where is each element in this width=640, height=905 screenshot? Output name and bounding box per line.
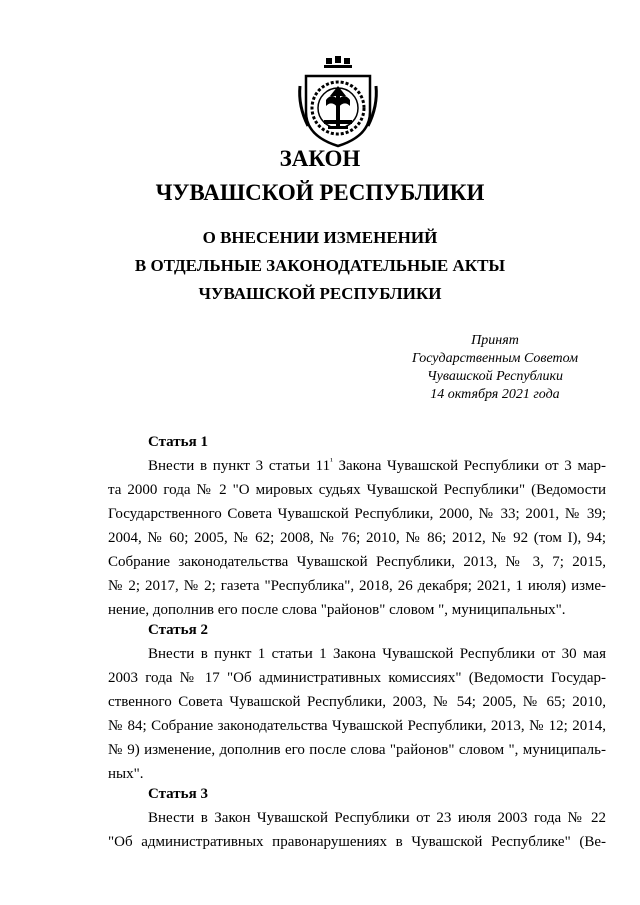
article-2-line: № 84; Собрание законодательства Чувашской Республики, 2013, № 12; 2014, [108,718,606,734]
article-3-line: "Об административных правонарушениях в Чувашской Республике" (Ве- [108,834,606,850]
article-2-line: Внести в пункт 1 статьи 1 Закона Чувашской Республики от 30 мая [148,646,606,662]
article-1-line: нение, дополнив его после слова "районов" словом ", муниципальных". [108,602,566,618]
adoption-line: Государственным Советом [411,351,579,366]
article-2-line: 2003 года № 17 "Об административных комиссиях" (Ведомости Государ- [108,670,606,686]
subject-line-2: В ОТДЕЛЬНЫЕ ЗАКОНОДАТЕЛЬНЫЕ АКТЫ [134,256,506,275]
article-2-line: № 9) изменение, дополнив его после слова "районов" словом ", муниципаль- [108,742,606,758]
coat-of-arms-icon [296,56,380,148]
law-title-republic: ЧУВАШСКОЙ РЕСПУБЛИКИ [155,180,485,205]
adoption-block [370,332,620,404]
article-1-line: Внести в пункт 3 статьи $11^{^1}$ Закона Чувашской Республики от 3 мар- [148,456,606,474]
article-1-line: та 2000 года № 2 "О мировых судьях Чувашской Республики" (Ведомости [108,482,606,498]
article-2-title: Статья 2 [148,622,208,638]
article-1-title: Статья 1 [148,434,208,450]
law-title: ЗАКОН [279,146,361,171]
subject-line-1: О ВНЕСЕНИИ ИЗМЕНЕНИЙ [202,228,438,247]
adoption-line: Принят [471,333,519,348]
article-3-line: Внести в Закон Чувашской Республики от 23 июля 2003 года № 22 [148,810,606,826]
article-2-line: ных". [108,766,144,782]
article-1-line: Собрание законодательства Чувашской Республики, 2013, № 3, 7; 2015, [108,554,606,570]
article-2-line: ственного Совета Чувашской Республики, 2003, № 54; 2005, № 65; 2010, [108,694,606,710]
article-3-title: Статья 3 [148,786,208,802]
adoption-line: Чувашской Республики [427,369,563,384]
article-1-line: № 2; 2017, № 2; газета "Республика", 2018, 26 декабря; 2021, 1 июля) изме- [108,578,606,594]
article-1-line: Государственного Совета Чувашской Республики, 2000, № 33; 2001, № 39; [108,506,606,522]
subject-line-3: ЧУВАШСКОЙ РЕСПУБЛИКИ [198,284,442,303]
adoption-date: 14 октября 2021 года [430,387,560,402]
article-1-line: 2004, № 60; 2005, № 62; 2008, № 76; 2010, № 86; 2012, № 92 (том I), 94; [108,530,606,546]
